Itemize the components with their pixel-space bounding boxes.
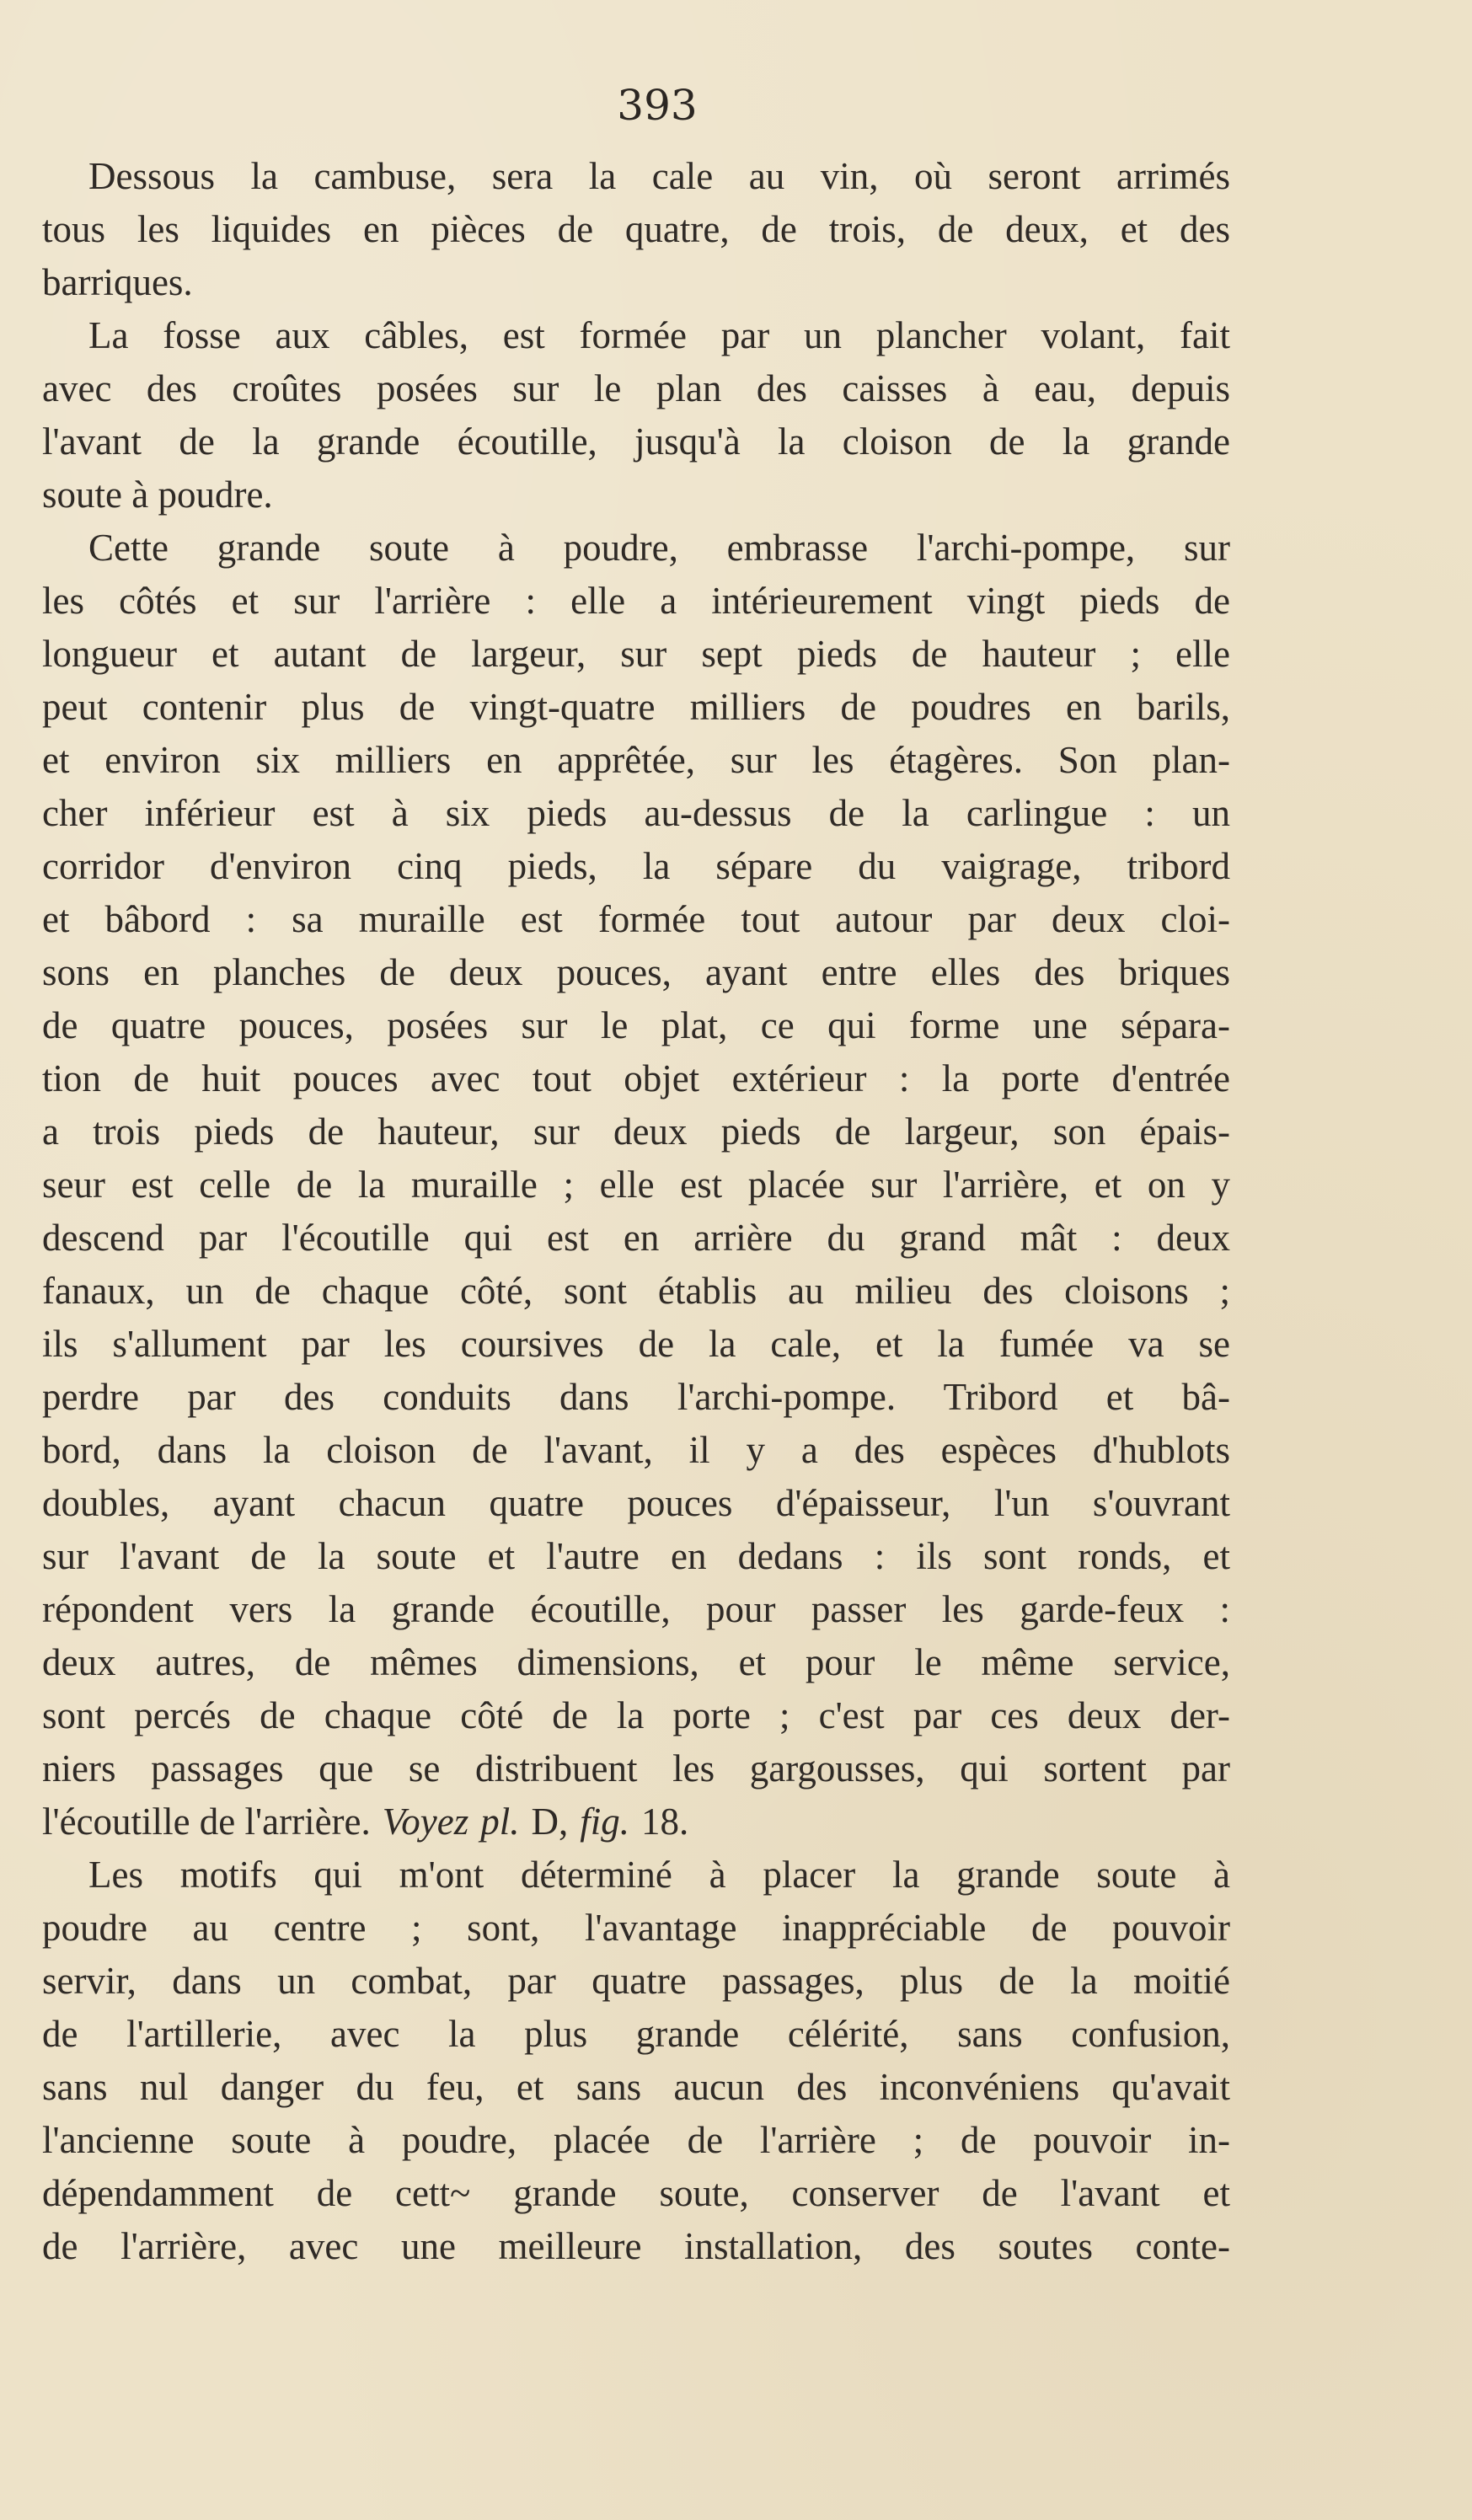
text-line bbox=[42, 575, 1230, 628]
text-line bbox=[42, 2008, 1230, 2061]
text-line-content: les côtés et sur l'arrière : elle a intérieurement vingt pieds de bbox=[42, 580, 1230, 622]
text-line-content: de l'arrière, avec une meilleure installation, des soutes conte- bbox=[42, 2225, 1230, 2267]
text-line bbox=[42, 893, 1230, 946]
text-line-content: Dessous la cambuse, sera la cale au vin, où seront arrimés bbox=[88, 155, 1230, 197]
text-line-content: l'écoutille de l'arrière. bbox=[42, 1800, 371, 1843]
figure-ref-fig-label: fig. bbox=[580, 1800, 630, 1843]
text-line bbox=[42, 256, 1230, 309]
text-line-content: avec des croûtes posées sur le plan des caisses à eau, depuis bbox=[42, 367, 1230, 409]
text-line bbox=[42, 946, 1230, 999]
text-line-content: ils s'allument par les coursives de la cale, et la fumée va se bbox=[42, 1323, 1230, 1365]
text-line-content: bord, dans la cloison de l'avant, il y a des espèces d'hublots bbox=[42, 1429, 1230, 1471]
text-line-content: et bâbord : sa muraille est formée tout autour par deux cloi- bbox=[42, 898, 1230, 940]
text-line bbox=[42, 840, 1230, 893]
text-line bbox=[42, 1795, 1230, 1849]
body-text bbox=[42, 150, 1230, 2273]
text-line bbox=[42, 2167, 1230, 2220]
text-line-content: Cette grande soute à poudre, embrasse l'archi-pompe, sur bbox=[88, 527, 1230, 569]
text-line bbox=[42, 522, 1230, 575]
text-line bbox=[42, 1371, 1230, 1424]
text-line bbox=[42, 1849, 1230, 1902]
text-line-content: niers passages que se distribuent les gargousses, qui sortent par bbox=[42, 1747, 1230, 1790]
text-line bbox=[42, 1052, 1230, 1105]
text-line-content: peut contenir plus de vingt-quatre milliers de poudres en barils, bbox=[42, 686, 1230, 728]
text-line bbox=[42, 1477, 1230, 1530]
text-line bbox=[42, 1158, 1230, 1212]
text-line-content: seur est celle de la muraille ; elle est placée sur l'arrière, et on y bbox=[42, 1164, 1230, 1206]
text-line bbox=[42, 1530, 1230, 1583]
text-line-content: barriques. bbox=[42, 261, 193, 303]
text-line bbox=[42, 309, 1230, 362]
text-line-content: poudre au centre ; sont, l'avantage inappréciable de pouvoir bbox=[42, 1907, 1230, 1949]
text-line bbox=[42, 1318, 1230, 1371]
text-line-content: dépendamment de cett~ grande soute, conserver de l'avant et bbox=[42, 2172, 1230, 2214]
text-line-content: La fosse aux câbles, est formée par un plancher volant, fait bbox=[88, 314, 1230, 356]
text-line-content: sons en planches de deux pouces, ayant entre elles des briques bbox=[42, 951, 1230, 993]
text-line bbox=[42, 362, 1230, 415]
text-line-content: a trois pieds de hauteur, sur deux pieds de largeur, son épais- bbox=[42, 1110, 1230, 1153]
text-line-content: servir, dans un combat, par quatre passages, plus de la moitié bbox=[42, 1960, 1230, 2002]
text-line-content: et environ six milliers en apprêtée, sur les étagères. Son plan- bbox=[42, 739, 1230, 781]
text-line-content: sont percés de chaque côté de la porte ; c'est par ces deux der- bbox=[42, 1694, 1230, 1736]
text-line-content: l'ancienne soute à poudre, placée de l'arrière ; de pouvoir in- bbox=[42, 2119, 1230, 2161]
text-line-content: l'avant de la grande écoutille, jusqu'à la cloison de la grande bbox=[42, 420, 1230, 463]
text-line bbox=[42, 415, 1230, 468]
text-line bbox=[42, 1742, 1230, 1795]
text-line-content: sur l'avant de la soute et l'autre en dedans : ils sont ronds, et bbox=[42, 1535, 1230, 1577]
text-line bbox=[42, 1689, 1230, 1742]
text-line bbox=[42, 2114, 1230, 2167]
text-line bbox=[42, 787, 1230, 840]
text-line bbox=[42, 1212, 1230, 1265]
text-line-content: fanaux, un de chaque côté, sont établis au milieu des cloisons ; bbox=[42, 1270, 1230, 1312]
figure-ref-plate: D, bbox=[531, 1800, 569, 1843]
text-line-content: soute à poudre. bbox=[42, 474, 273, 516]
text-line-content: descend par l'écoutille qui est en arrière du grand mât : deux bbox=[42, 1217, 1230, 1259]
text-line bbox=[42, 468, 1230, 522]
text-line-content: Les motifs qui m'ont déterminé à placer la grande soute à bbox=[88, 1854, 1230, 1896]
text-line-content: tous les liquides en pièces de quatre, de trois, de deux, et des bbox=[42, 208, 1230, 250]
text-line bbox=[42, 1424, 1230, 1477]
text-line bbox=[42, 734, 1230, 787]
text-line-content: tion de huit pouces avec tout objet extérieur : la porte d'entrée bbox=[42, 1057, 1230, 1099]
figure-ref-number: 18. bbox=[641, 1800, 689, 1843]
text-line bbox=[42, 628, 1230, 681]
text-line bbox=[42, 1955, 1230, 2008]
figure-ref-voyez: Voyez bbox=[382, 1800, 469, 1843]
text-line bbox=[42, 999, 1230, 1052]
text-line bbox=[42, 203, 1230, 256]
text-line bbox=[42, 2220, 1230, 2273]
text-line bbox=[42, 1105, 1230, 1158]
text-line-content: sans nul danger du feu, et sans aucun des inconvéniens qu'avait bbox=[42, 2066, 1230, 2108]
text-line bbox=[42, 150, 1230, 203]
text-line bbox=[42, 681, 1230, 734]
text-line-content: deux autres, de mêmes dimensions, et pour le même service, bbox=[42, 1641, 1230, 1683]
text-line bbox=[42, 1265, 1230, 1318]
page-number: 393 bbox=[617, 81, 698, 130]
text-line bbox=[42, 2061, 1230, 2114]
text-line-content: répondent vers la grande écoutille, pour passer les garde-feux : bbox=[42, 1588, 1230, 1630]
text-line-content: corridor d'environ cinq pieds, la sépare du vaigrage, tribord bbox=[42, 845, 1230, 887]
text-line-content: cher inférieur est à six pieds au-dessus de la carlingue : un bbox=[42, 792, 1230, 834]
text-line-content: de l'artillerie, avec la plus grande célérité, sans confusion, bbox=[42, 2013, 1230, 2055]
text-line bbox=[42, 1902, 1230, 1955]
text-line-content: longueur et autant de largeur, sur sept pieds de hauteur ; elle bbox=[42, 633, 1230, 675]
text-line-content: de quatre pouces, posées sur le plat, ce qui forme une sépara- bbox=[42, 1004, 1230, 1046]
text-line-content: perdre par des conduits dans l'archi-pompe. Tribord et bâ- bbox=[42, 1376, 1230, 1418]
text-line-content: doubles, ayant chacun quatre pouces d'épaisseur, l'un s'ouvrant bbox=[42, 1482, 1230, 1524]
text-line bbox=[42, 1583, 1230, 1636]
text-line bbox=[42, 1636, 1230, 1689]
figure-ref-plate-label: pl. bbox=[480, 1800, 520, 1843]
